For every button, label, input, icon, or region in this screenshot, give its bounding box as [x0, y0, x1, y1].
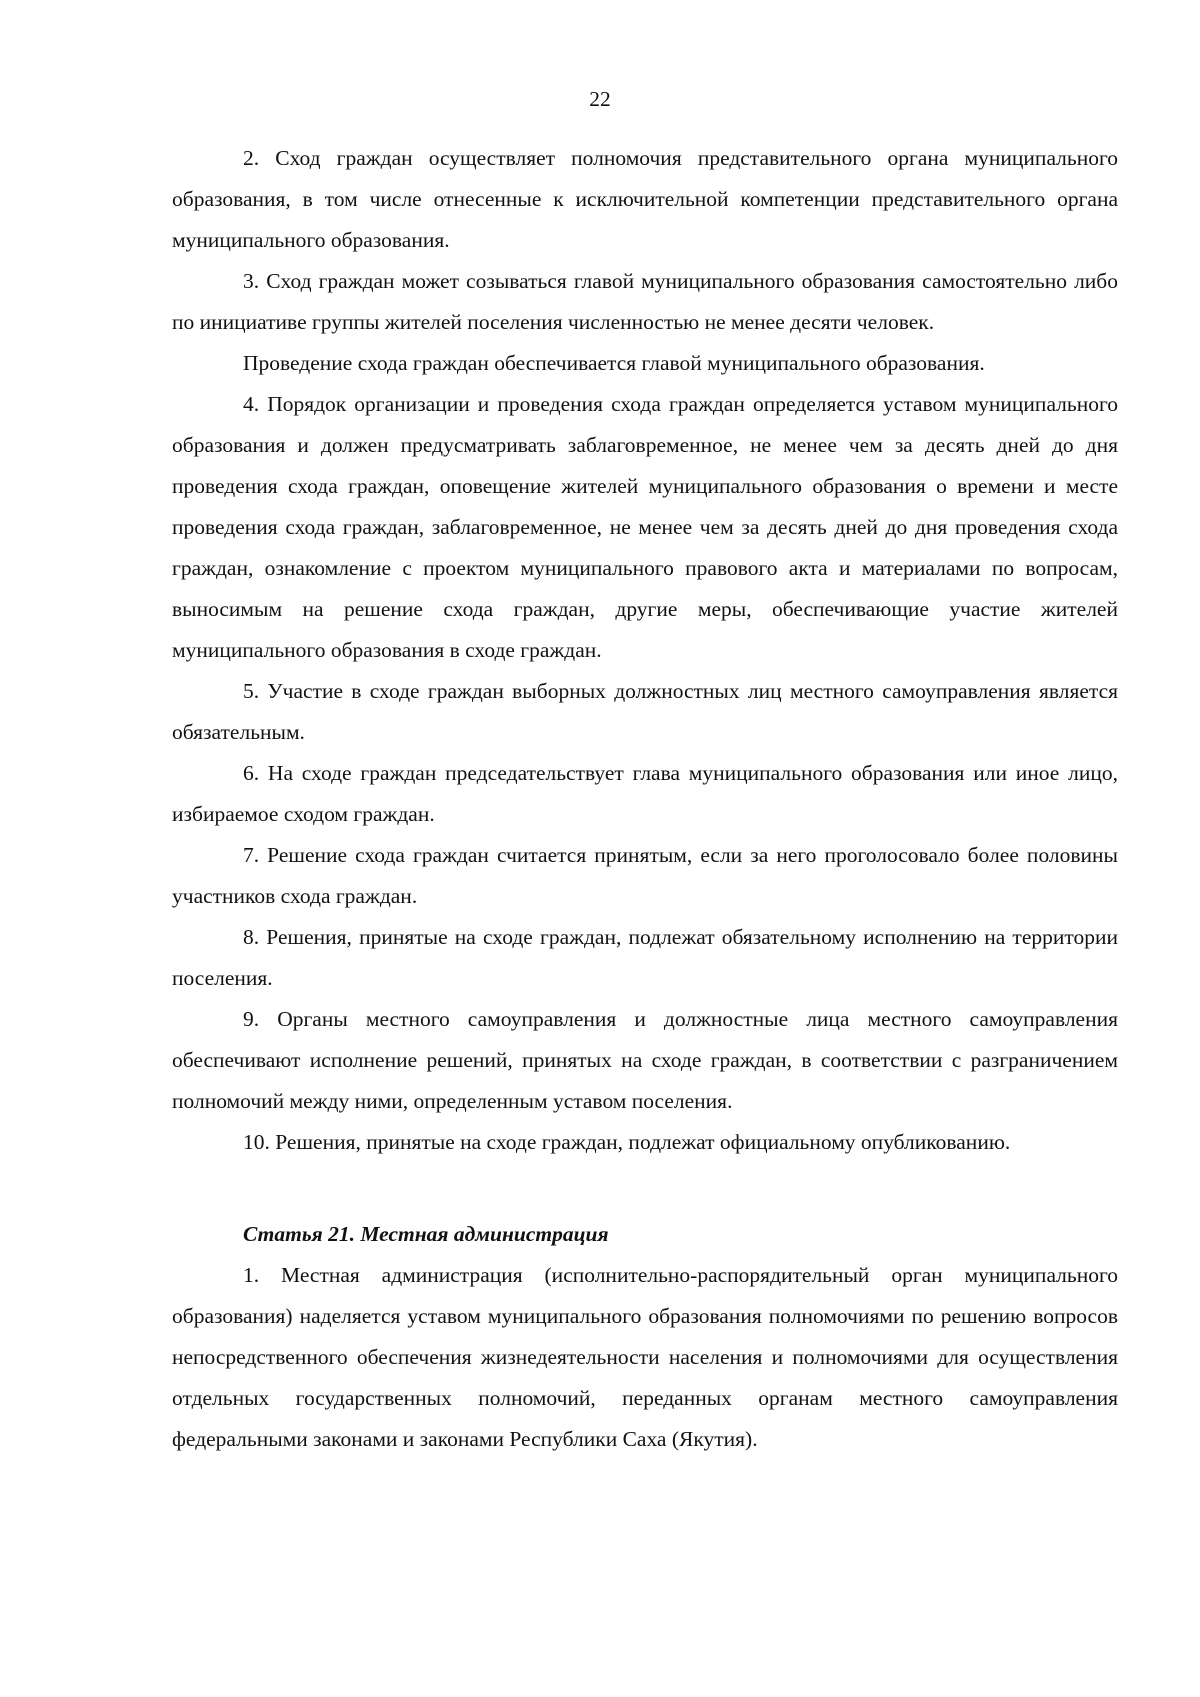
paragraph-clause-6: 6. На сходе граждан председательствует глава муниципального образования или иное лицо, избираемое сходом граждан.: [172, 761, 1118, 826]
page-number: 22: [589, 87, 611, 111]
article-21-clause-1: 1. Местная администрация (исполнительно-распорядительный орган муниципального образования) наделяется уставом муниципального образования полномочиями по решению вопросов непосредственного обеспечения жизнедеятельности населения и полномочиями для осуществления отдельных государственных полномочий, переданных органам местного самоуправления федеральными законами и законами Республики Саха (Якутия).: [172, 1263, 1118, 1451]
paragraph-clause-5: 5. Участие в сходе граждан выборных должностных лиц местного самоуправления является обязательным.: [172, 679, 1118, 744]
article-21-heading: Статья 21. Местная администрация: [243, 1222, 609, 1246]
paragraph-clause-7: 7. Решение схода граждан считается принятым, если за него проголосовало более половины участников схода граждан.: [172, 843, 1118, 908]
paragraph-clause-10: 10. Решения, принятые на сходе граждан, подлежат официальному опубликованию.: [243, 1130, 1011, 1154]
document-body: [172, 138, 1118, 1460]
paragraph-clause-3-continuation: Проведение схода граждан обеспечивается главой муниципального образования.: [243, 351, 985, 375]
paragraph-clause-9: 9. Органы местного самоуправления и должностные лица местного самоуправления обеспечивают исполнение решений, принятых на сходе граждан, в соответствии с разграничением полномочий между ними, определенным уставом поселения.: [172, 1007, 1118, 1113]
paragraph-clause-8: 8. Решения, принятые на сходе граждан, подлежат обязательному исполнению на территории поселения.: [172, 925, 1118, 990]
paragraph-clause-4: 4. Порядок организации и проведения схода граждан определяется уставом муниципального образования и должен предусматривать заблаговременное, не менее чем за десять дней до дня проведения схода граждан, оповещение жителей муниципального образования о времени и месте проведения схода граждан, заблаговременное, не менее чем за десять дней до дня проведения схода граждан, ознакомление с проектом муниципального правового акта и материалами по вопросам, выносимым на решение схода граждан, другие меры, обеспечивающие участие жителей муниципального образования в сходе граждан.: [172, 392, 1118, 662]
paragraph-clause-2: 2. Сход граждан осуществляет полномочия представительного органа муниципального образования, в том числе отнесенные к исключительной компетенции представительного органа муниципального образования.: [172, 146, 1118, 252]
paragraph-clause-3: 3. Сход граждан может созываться главой муниципального образования самостоятельно либо по инициативе группы жителей поселения численностью не менее десяти человек.: [172, 269, 1118, 334]
